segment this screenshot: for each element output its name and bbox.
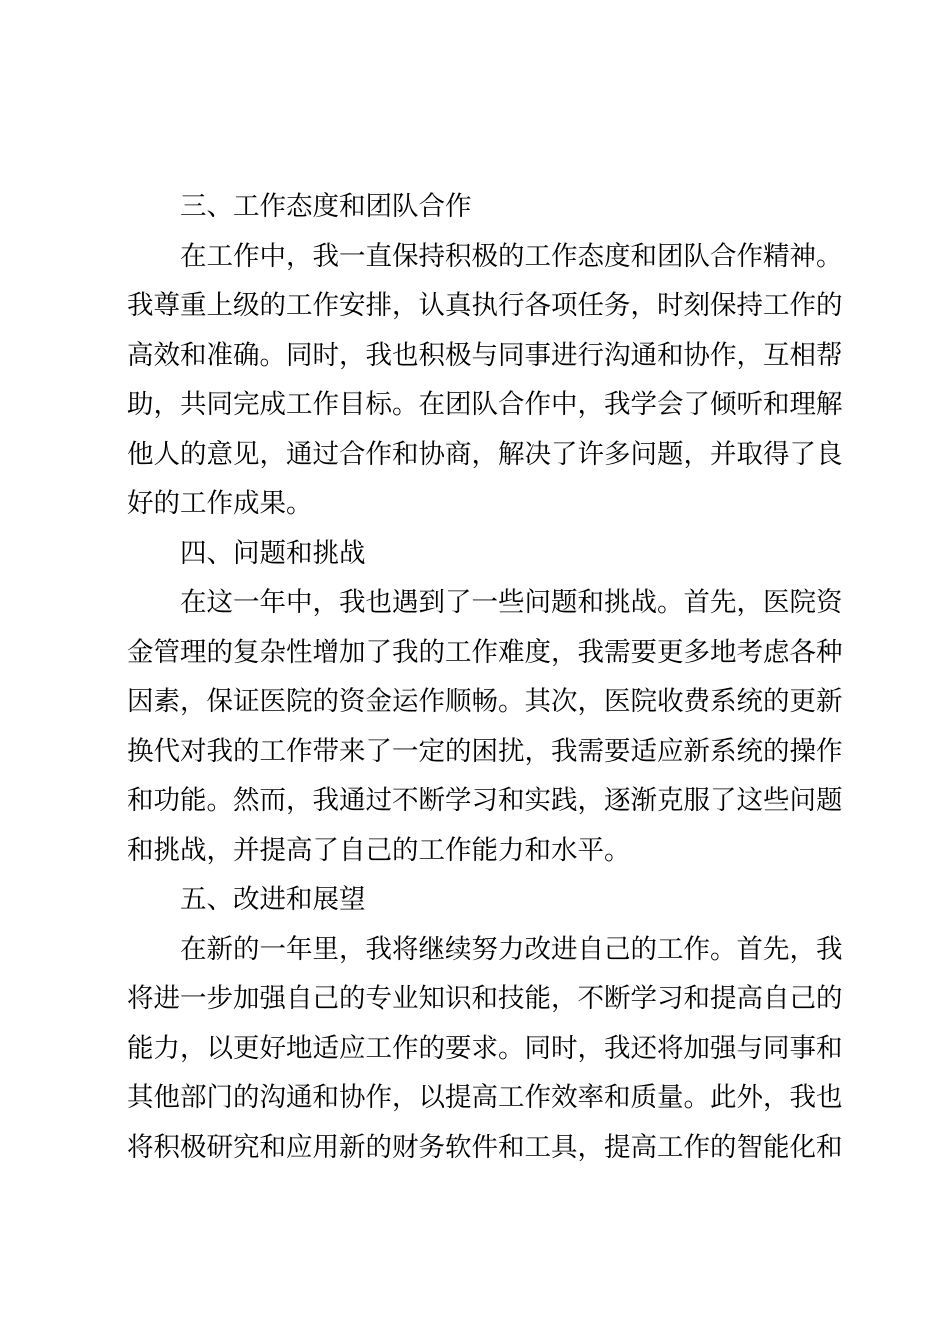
section-heading-problems: 四、问题和挑战	[180, 537, 366, 569]
text-line: 金管理的复杂性增加了我的工作难度，我需要更多地考虑各种	[127, 636, 843, 668]
text-line: 在这一年中，我也遇到了一些问题和挑战。首先，医院资	[180, 587, 843, 618]
text-line: 助，共同完成工作目标。在团队合作中，我学会了倾听和理解	[127, 389, 843, 420]
text-line: 将进一步加强自己的专业知识和技能，不断学习和提高自己的	[127, 983, 843, 1014]
text-line: 和挑战，并提高了自己的工作能力和水平。	[127, 834, 631, 866]
paragraph-outlook	[127, 925, 843, 1173]
paragraph-problems	[127, 578, 843, 875]
text-line: 能力，以更好地适应工作的要求。同时，我还将加强与同事和	[127, 1032, 843, 1064]
section-heading-outlook: 五、改进和展望	[180, 884, 366, 915]
text-line: 好的工作成果。	[127, 488, 313, 519]
text-line: 高效和准确。同时，我也积极与同事进行沟通和协作，互相帮	[127, 339, 843, 371]
text-line: 换代对我的工作带来了一定的困扰，我需要适应新系统的操作	[127, 735, 843, 767]
text-line: 在工作中，我一直保持积极的工作态度和团队合作精神。	[180, 240, 843, 272]
text-line: 因素，保证医院的资金运作顺畅。其次，医院收费系统的更新	[127, 686, 843, 717]
text-line: 和功能。然而，我通过不断学习和实践，逐渐克服了这些问题	[127, 785, 843, 816]
section-heading-attitude: 三、工作态度和团队合作	[180, 191, 472, 222]
paragraph-attitude	[127, 232, 843, 529]
document-body	[127, 182, 843, 1172]
text-line: 在新的一年里，我将继续努力改进自己的工作。首先，我	[180, 933, 843, 965]
text-line: 他人的意见，通过合作和协商，解决了许多问题，并取得了良	[127, 438, 843, 470]
text-line: 其他部门的沟通和协作，以提高工作效率和质量。此外，我也	[127, 1082, 843, 1113]
text-line: 我尊重上级的工作安排，认真执行各项任务，时刻保持工作的	[127, 290, 843, 321]
text-line: 将积极研究和应用新的财务软件和工具，提高工作的智能化和	[127, 1131, 843, 1163]
